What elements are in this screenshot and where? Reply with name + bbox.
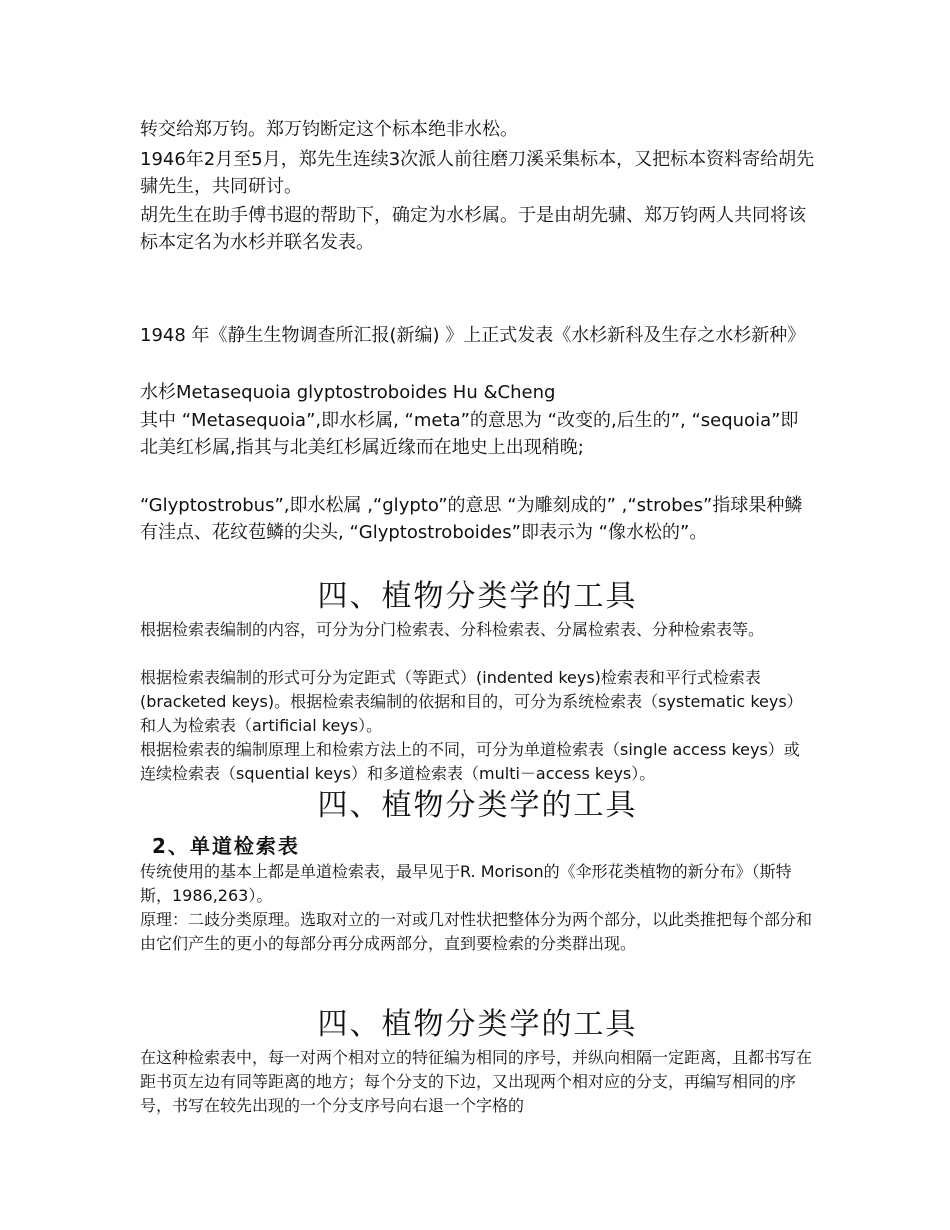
paragraph-genus-confirmation: 胡先生在助手傅书遐的帮助下，确定为水杉属。于是由胡先骕、郑万钧两人共同将该标本定名为水杉并联名发表。 bbox=[140, 205, 806, 253]
paragraph-metasequoia-etymology: 其中 “Metasequoia”,即水杉属, “meta”的意思为 “改变的,后生的”, “sequoia”即北美红杉属,指其与北美红杉属近缘而在地史上出现稍晚; bbox=[140, 410, 799, 458]
paragraph-key-method-types: 根据检索表的编制原理上和检索方法上的不同，可分为单道检索表（single access keys）或连续检索表（squential keys）和多道检索表（multi－access keys）。 bbox=[140, 740, 800, 783]
paragraph-1946-collection: 1946年2月至5月，郑先生连续3次派人前往磨刀溪采集标本，又把标本资料寄给胡先骕先生，共同研讨。 bbox=[140, 149, 815, 197]
subheading-single-access-key: 2、单道检索表 bbox=[152, 834, 300, 858]
paragraph-key-layout: 在这种检索表中，每一对两个相对立的特征编为相同的序号，并纵向相隔一定距离，且都书写在距书页左边有同等距离的地方；每个分支的下边，又出现两个相对应的分支，再编写相同的序号，书写在较先出现的一个分支序号向右退一个字格的 bbox=[140, 1048, 813, 1115]
paragraph-scientific-name: 水杉Metasequoia glyptostroboides Hu &Cheng bbox=[140, 382, 556, 403]
section-heading-1: 四、植物分类学的工具 bbox=[317, 579, 638, 614]
paragraph-glyptostrobus-etymology: “Glyptostrobus”,即水松属 ,“glypto”的意思 “为雕刻成的” ,“strobes”指球果种鳞有洼点、花纹苞鳞的尖头, “Glyptostroboides”即表示为 “像水松的”。 bbox=[140, 495, 803, 543]
section-heading-3: 四、植物分类学的工具 bbox=[317, 1007, 638, 1042]
paragraph-key-form-types: 根据检索表编制的形式可分为定距式（等距式）(indented keys)检索表和平行式检索表(bracketed keys)。根据检索表编制的依据和目的，可分为系统检索表（systematic keys）和人为检索表（artificial keys）。 bbox=[140, 668, 803, 735]
paragraph-specimen-handover: 转交给郑万钧。郑万钧断定这个标本绝非水松。 bbox=[140, 119, 518, 140]
paragraph-traditional-single-key: 传统使用的基本上都是单道检索表，最早见于R. Morison的《伞形花类植物的新分布》（斯特斯，1986,263）。 bbox=[140, 862, 792, 905]
paragraph-1948-publication: 1948 年《静生生物调查所汇报(新编) 》上正式发表《水杉新科及生存之水杉新种》 bbox=[140, 325, 806, 346]
paragraph-dichotomy-principle: 原理：二歧分类原理。选取对立的一对或几对性状把整体分为两个部分，以此类推把每个部分和由它们产生的更小的每部分再分成两部分，直到要检索的分类群出现。 bbox=[140, 910, 813, 953]
paragraph-key-content-types: 根据检索表编制的内容，可分为分门检索表、分科检索表、分属检索表、分种检索表等。 bbox=[140, 620, 765, 639]
section-heading-2: 四、植物分类学的工具 bbox=[317, 788, 638, 823]
